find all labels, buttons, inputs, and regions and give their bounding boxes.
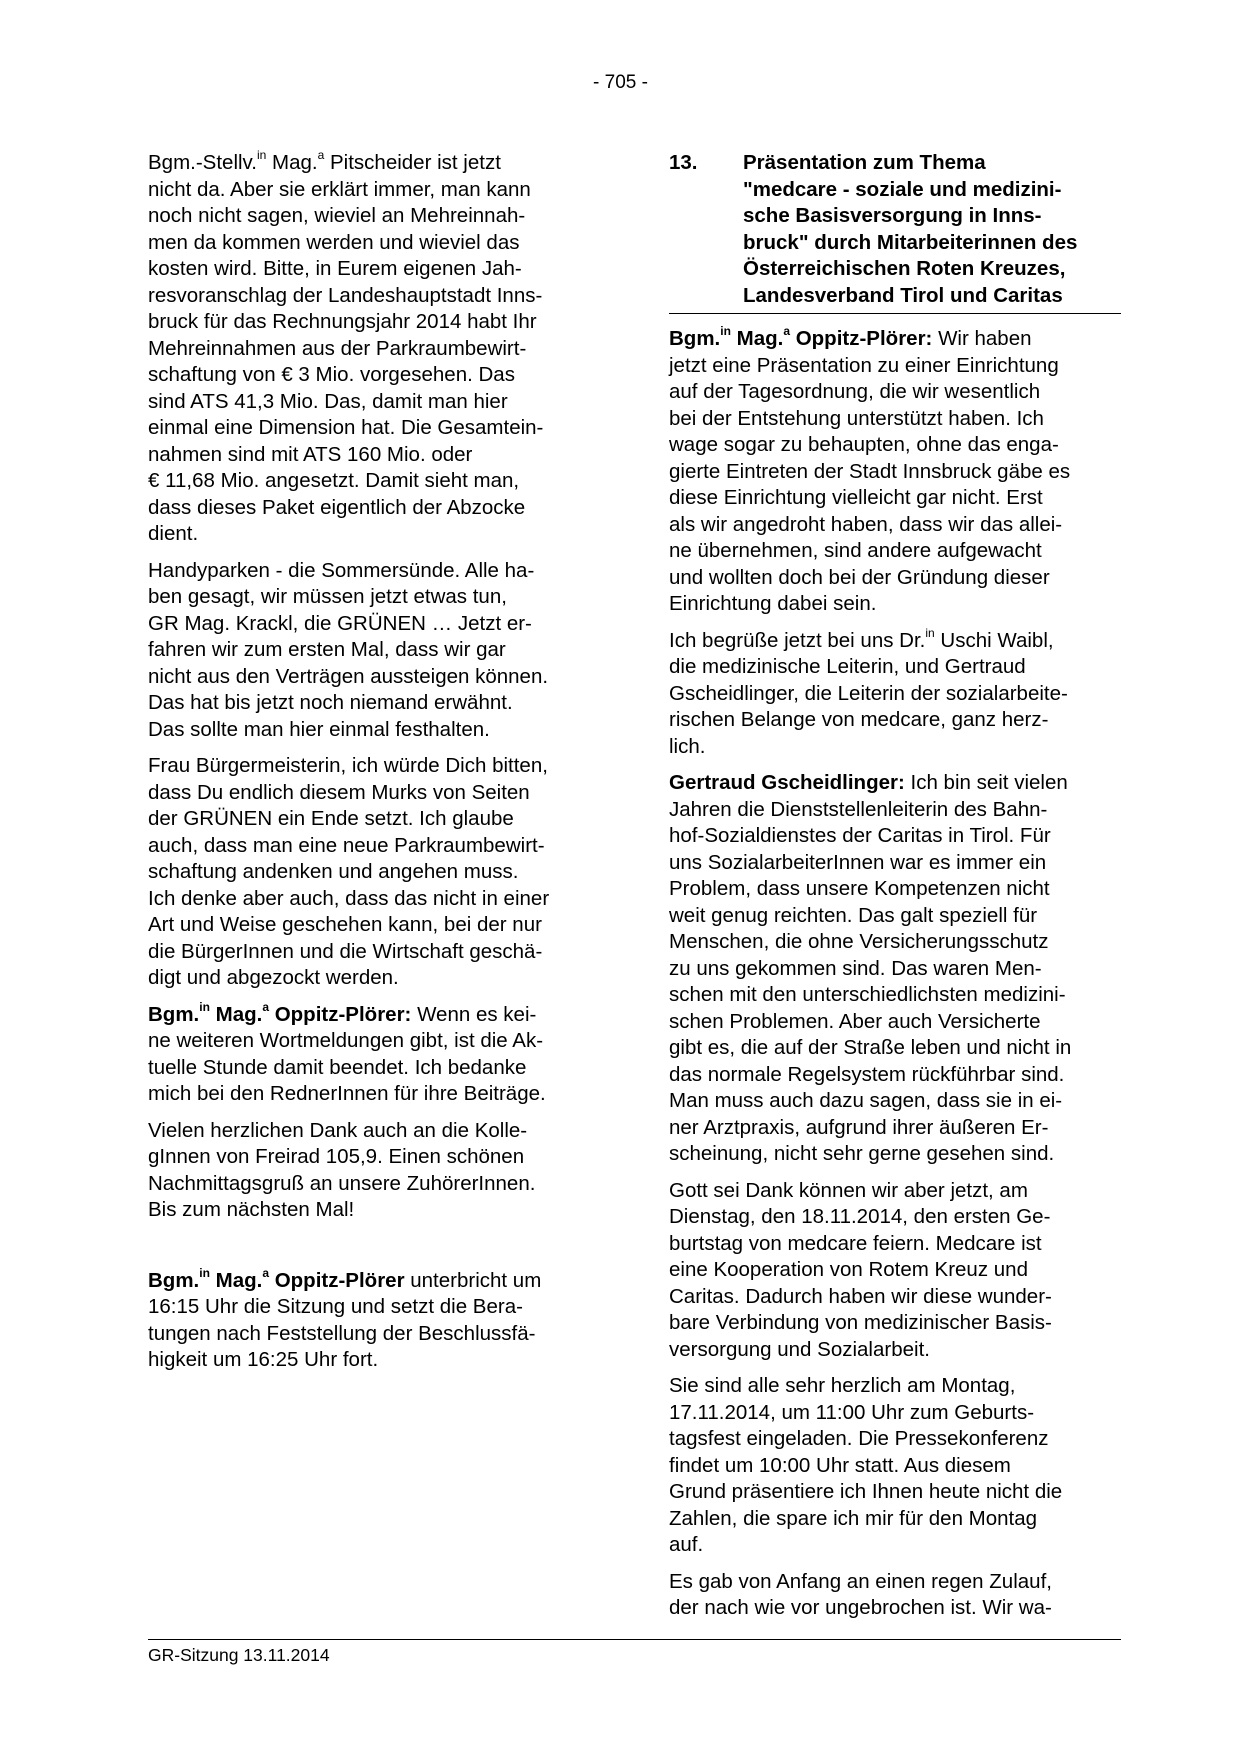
superscript: in: [256, 148, 267, 163]
agenda-number: 13.: [669, 151, 698, 174]
speaker-paragraph: Bgm.$^{in}$ Mag.$^a$ Oppitz-Plörer: Wenn es kei- ne weiteren Wortmeldungen gibt, ist die Ak- tuelle Stunde damit beendet. Ich bedanke mich bei den RednerInnen für ihre Beiträge.: [148, 999, 546, 1105]
session-note: Bgm.$^{in}$ Mag.$^a$ Oppitz-Plörer unterbricht um 16:15 Uhr die Sitzung und setzt die Bera- tungen nach Feststellung der Beschlussfä- higkeit um 16:25 Uhr fort.: [148, 1265, 542, 1371]
agenda-heading: [669, 150, 1121, 311]
speaker-name: Bgm.$^{in}$ Mag.$^a$ Oppitz-Plörer: [148, 1265, 405, 1292]
agenda-title: Präsentation zum Thema "medcare - soziale und medizini- sche Basisversorgung in Inns- bruck" durch Mitarbeiterinnen des Österreichischen Roten Kreuzes, Landesverband Tirol und Caritas: [743, 151, 1078, 307]
paragraph: Es gab von Anfang an einen regen Zulauf, der nach wie vor ungebrochen ist. Wir wa-: [669, 1569, 1052, 1619]
paragraph: Sie sind alle sehr herzlich am Montag, 17.11.2014, um 11:00 Uhr zum Geburts- tagsfest eingeladen. Die Pressekonferenz findet um 10:00 Uhr statt. Aus diesem Grund präsentiere ich Ihnen heute nicht die Zahlen, die spare ich mir für den Montag auf.: [669, 1374, 1063, 1556]
page-number: - 705 -: [593, 72, 648, 93]
paragraph: Gott sei Dank können wir aber jetzt, am Dienstag, den 18.11.2014, den ersten Ge- burtstag von medcare feiern. Medcare ist eine Kooperation von Rotem Kreuz und Caritas. Dadurch haben wir diese wunder- bare Verbindung von medizinischer Basis- versorgung und Sozialarbeit.: [669, 1178, 1052, 1361]
superscript: a: [317, 148, 325, 163]
footer-divider: [148, 1639, 1121, 1640]
speaker-name: Gertraud Gscheidlinger:: [669, 771, 905, 794]
heading-divider: [669, 313, 1121, 314]
paragraph: Handyparken - die Sommersünde. Alle ha- ben gesagt, wir müssen jetzt etwas tun, GR Mag. Krackl, die GRÜNEN … Jetzt er- fahren wir zum ersten Mal, dass wir gar nicht aus den Verträgen aussteigen können. Das hat bis jetzt noch niemand erwähnt. Das sollte man hier einmal festhalten.: [148, 558, 549, 741]
text: Bgm.-Stellv.: [148, 151, 257, 174]
paragraph: Frau Bürgermeisterin, ich würde Dich bitten, dass Du endlich diesem Murks von Seiten der GRÜNEN ein Ende setzt. Ich glaube auch, dass man eine neue Parkraumbewirt- schaftung andenken und angehen muss. Ich denke aber auch, dass das nicht in einer Art und Weise geschehen kann, bei der nur die BürgerInnen und die Wirtschaft geschä- digt und abgezockt werden.: [148, 754, 550, 989]
right-column: [669, 150, 1121, 1632]
left-column: [148, 150, 596, 1384]
text: Mag.: [266, 151, 318, 174]
paragraph: Ich begrüße jetzt bei uns Dr.$^{in}$ Uschi Waibl, die medizinische Leiterin, und Gertraud Gscheidlinger, die Leiterin der sozialarbeite- rischen Belange von medcare, ganz herz- lich.: [669, 625, 1068, 758]
footer: GR-Sitzung 13.11.2014: [148, 1645, 330, 1665]
text: Pitscheider ist jetzt: [324, 151, 501, 174]
paragraph: Vielen herzlichen Dank auch an die Kolle- gInnen von Freirad 105,9. Einen schönen Nachmittagsgruß an unsere ZuhörerInnen. Bis zum nächsten Mal!: [148, 1118, 536, 1221]
speaker-paragraph: Bgm.$^{in}$ Mag.$^a$ Oppitz-Plörer: Wir haben jetzt eine Präsentation zu einer Einrichtung auf der Tagesordnung, die wir wesentlich bei der Entstehung unterstützt haben. Ich wage sogar zu behaupten, ohne das enga- gierte Eintreten der Stadt Innsbruck gäbe es diese Einrichtung vielleicht gar nicht. Erst als wir angedroht haben, dass wir das allei- ne übernehmen, sind andere aufgewacht und wollten doch bei der Gründung dieser Einrichtung dabei sein.: [669, 324, 1071, 615]
speaker-name: Bgm.$^{in}$ Mag.$^a$ Oppitz-Plörer:: [148, 999, 412, 1026]
speaker-name: Bgm.$^{in}$ Mag.$^a$ Oppitz-Plörer:: [669, 324, 933, 350]
paragraph: Bgm.-Stellv.$^{in}$ Mag.$^a$ Pitscheider ist jetzt nicht da. Aber sie erklärt immer, man kann noch nicht sagen, wieviel an Mehreinnah- men da kommen werden und wieviel das kosten wird. Bitte, in Eurem eigenen Jah- resvoranschlag der Landeshauptstadt Inns- bruck für das Rechnungsjahr 2014 habt Ihr Mehreinnahmen aus der Parkraumbewirt- schaftung von € 3 Mio. vorgesehen. Das sind ATS 41,3 Mio. Das, damit man hier einmal eine Dimension hat. Die Gesamtein- nahmen sind mit ATS 160 Mio. oder € 11,68 Mio. angesetzt. Damit sieht man, dass dieses Paket eigentlich der Abzocke dient.: [148, 148, 544, 545]
speaker-paragraph: Gertraud Gscheidlinger: Ich bin seit vielen Jahren die Dienststellenleiterin des Bahn- hof-Sozialdienstes der Caritas in Tirol. Für uns SozialarbeiterInnen war es immer ein Problem, dass unsere Kompetenzen nicht weit genug reichten. Das galt speziell für Menschen, die ohne Versicherungsschutz zu uns gekommen sind. Das waren Men- schen mit den unterschiedlichsten medizini- schen Problemen. Aber auch Versicherte gibt es, die auf der Straße leben und nicht in das normale Regelsystem rückführbar sind. Man muss auch dazu sagen, dass sie in ei- ner Arztpraxis, aufgrund ihrer äußeren Er- scheinung, nicht sehr gerne gesehen sind.: [669, 771, 1072, 1165]
